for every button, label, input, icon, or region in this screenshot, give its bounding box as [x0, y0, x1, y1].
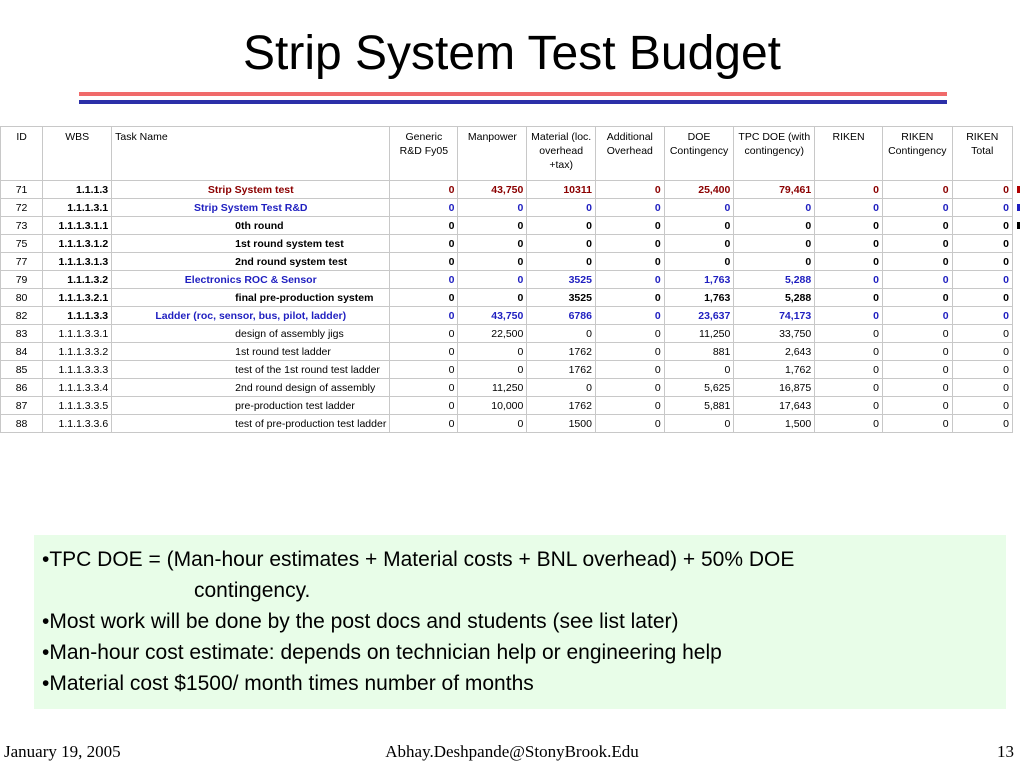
table-row	[1, 199, 1024, 217]
row-edge-marker	[1012, 289, 1023, 307]
cell-riken-contingency: 0	[882, 397, 952, 415]
cell-doe-contingency: 0	[664, 415, 734, 433]
cell-doe-contingency: 0	[664, 361, 734, 379]
footer-email: Abhay.Deshpande@StonyBrook.Edu	[385, 742, 639, 761]
cell-generic-rd: 0	[390, 325, 458, 343]
cell-generic-rd: 0	[390, 397, 458, 415]
cell-riken-total: 0	[952, 379, 1012, 397]
cell-id: 84	[1, 343, 43, 361]
cell-additional-overhead: 0	[595, 361, 664, 379]
header-id: ID	[1, 127, 43, 181]
cell-task-name: design of assembly jigs	[112, 325, 390, 343]
notes-list	[42, 544, 1006, 699]
cell-generic-rd: 0	[390, 253, 458, 271]
row-edge-marker	[1012, 217, 1023, 235]
cell-task-name: test of pre-production test ladder	[112, 415, 390, 433]
cell-doe-contingency: 11,250	[664, 325, 734, 343]
cell-riken-contingency: 0	[882, 325, 952, 343]
cell-doe-contingency: 1,763	[664, 289, 734, 307]
cell-wbs: 1.1.1.3.1.1	[43, 217, 112, 235]
cell-doe-contingency: 23,637	[664, 307, 734, 325]
table-header-row	[1, 127, 1024, 181]
cell-manpower: 0	[458, 199, 527, 217]
footer-date: January 19, 2005	[4, 742, 121, 761]
cell-riken-total: 0	[952, 235, 1012, 253]
cell-tpc-doe: 0	[734, 199, 815, 217]
cell-riken: 0	[815, 235, 883, 253]
row-edge-marker	[1012, 379, 1023, 397]
cell-manpower: 43,750	[458, 307, 527, 325]
cell-tpc-doe: 5,288	[734, 289, 815, 307]
note-tpc-doe-continued: contingency.	[194, 579, 311, 602]
cell-riken-contingency: 0	[882, 361, 952, 379]
table-row	[1, 307, 1024, 325]
row-edge-marker	[1012, 181, 1023, 199]
cell-wbs: 1.1.1.3.2.1	[43, 289, 112, 307]
header-tpc-doe: TPC DOE (with contingency)	[734, 127, 815, 181]
cell-task-name: 0th round	[112, 217, 390, 235]
cell-id: 71	[1, 181, 43, 199]
cell-additional-overhead: 0	[595, 217, 664, 235]
budget-table	[0, 126, 1024, 433]
header-material: Material (loc. overhead +tax)	[527, 127, 596, 181]
slide-title: Strip System Test Budget	[242, 27, 782, 80]
row-edge-marker	[1012, 325, 1023, 343]
notes-box	[34, 535, 1006, 709]
cell-material: 0	[527, 235, 596, 253]
row-marker-icon	[1017, 204, 1020, 211]
cell-task-name: pre-production test ladder	[112, 397, 390, 415]
header-riken-contingency: RIKEN Contingency	[882, 127, 952, 181]
cell-wbs: 1.1.1.3.1.2	[43, 235, 112, 253]
cell-manpower: 10,000	[458, 397, 527, 415]
row-marker-icon	[1017, 186, 1020, 193]
header-manpower: Manpower	[458, 127, 527, 181]
cell-wbs: 1.1.1.3.1.3	[43, 253, 112, 271]
cell-riken-total: 0	[952, 217, 1012, 235]
cell-generic-rd: 0	[390, 235, 458, 253]
cell-additional-overhead: 0	[595, 289, 664, 307]
cell-riken-contingency: 0	[882, 343, 952, 361]
cell-riken-contingency: 0	[882, 181, 952, 199]
table-row	[1, 271, 1024, 289]
cell-material: 3525	[527, 289, 596, 307]
note-work-force: •Most work will be done by the post docs and students (see list later)	[42, 610, 679, 633]
cell-riken-total: 0	[952, 271, 1012, 289]
cell-generic-rd: 0	[390, 217, 458, 235]
cell-wbs: 1.1.1.3.3	[43, 307, 112, 325]
cell-manpower: 0	[458, 415, 527, 433]
cell-manpower: 0	[458, 217, 527, 235]
cell-id: 88	[1, 415, 43, 433]
cell-material: 3525	[527, 271, 596, 289]
table-row	[1, 325, 1024, 343]
header-riken: RIKEN	[815, 127, 883, 181]
cell-riken-contingency: 0	[882, 271, 952, 289]
cell-riken-contingency: 0	[882, 289, 952, 307]
row-edge-marker	[1012, 253, 1023, 271]
cell-task-name: Strip System test	[112, 181, 390, 199]
note-tpc-doe: •TPC DOE = (Man-hour estimates + Material costs + BNL overhead) + 50% DOE	[42, 548, 795, 571]
cell-additional-overhead: 0	[595, 199, 664, 217]
cell-wbs: 1.1.1.3.3.2	[43, 343, 112, 361]
cell-doe-contingency: 5,881	[664, 397, 734, 415]
cell-material: 0	[527, 325, 596, 343]
cell-additional-overhead: 0	[595, 325, 664, 343]
cell-riken: 0	[815, 181, 883, 199]
table-row	[1, 181, 1024, 199]
row-edge-marker	[1012, 307, 1023, 325]
cell-manpower: 0	[458, 289, 527, 307]
cell-id: 73	[1, 217, 43, 235]
cell-riken-contingency: 0	[882, 235, 952, 253]
cell-tpc-doe: 17,643	[734, 397, 815, 415]
row-edge-marker	[1012, 199, 1023, 217]
cell-riken-contingency: 0	[882, 253, 952, 271]
cell-riken-total: 0	[952, 415, 1012, 433]
cell-riken-total: 0	[952, 361, 1012, 379]
cell-tpc-doe: 33,750	[734, 325, 815, 343]
cell-riken: 0	[815, 379, 883, 397]
cell-additional-overhead: 0	[595, 307, 664, 325]
cell-task-name: 2nd round design of assembly	[112, 379, 390, 397]
cell-riken-total: 0	[952, 199, 1012, 217]
cell-tpc-doe: 1,500	[734, 415, 815, 433]
cell-tpc-doe: 0	[734, 235, 815, 253]
cell-tpc-doe: 74,173	[734, 307, 815, 325]
cell-riken-total: 0	[952, 343, 1012, 361]
cell-additional-overhead: 0	[595, 235, 664, 253]
cell-generic-rd: 0	[390, 379, 458, 397]
cell-tpc-doe: 16,875	[734, 379, 815, 397]
cell-wbs: 1.1.1.3.3.1	[43, 325, 112, 343]
cell-manpower: 0	[458, 235, 527, 253]
cell-material: 0	[527, 253, 596, 271]
cell-riken: 0	[815, 415, 883, 433]
cell-doe-contingency: 0	[664, 253, 734, 271]
cell-riken-total: 0	[952, 253, 1012, 271]
cell-tpc-doe: 0	[734, 217, 815, 235]
cell-manpower: 0	[458, 343, 527, 361]
cell-riken-total: 0	[952, 181, 1012, 199]
cell-task-name: Electronics ROC & Sensor	[112, 271, 390, 289]
cell-task-name: Ladder (roc, sensor, bus, pilot, ladder)	[112, 307, 390, 325]
cell-additional-overhead: 0	[595, 343, 664, 361]
cell-additional-overhead: 0	[595, 397, 664, 415]
cell-id: 79	[1, 271, 43, 289]
note-material-cost: •Material cost $1500/ month times number of months	[42, 672, 534, 695]
cell-id: 82	[1, 307, 43, 325]
cell-riken-total: 0	[952, 325, 1012, 343]
cell-material: 0	[527, 379, 596, 397]
cell-generic-rd: 0	[390, 415, 458, 433]
cell-riken: 0	[815, 361, 883, 379]
header-wbs: WBS	[43, 127, 112, 181]
cell-id: 85	[1, 361, 43, 379]
table-row	[1, 415, 1024, 433]
cell-riken: 0	[815, 253, 883, 271]
cell-additional-overhead: 0	[595, 379, 664, 397]
cell-generic-rd: 0	[390, 271, 458, 289]
cell-riken-contingency: 0	[882, 307, 952, 325]
cell-doe-contingency: 0	[664, 199, 734, 217]
row-marker-icon	[1017, 222, 1020, 229]
cell-riken-total: 0	[952, 307, 1012, 325]
header-doe-contingency: DOE Contingency	[664, 127, 734, 181]
table-row	[1, 397, 1024, 415]
cell-riken-total: 0	[952, 397, 1012, 415]
cell-material: 0	[527, 217, 596, 235]
cell-doe-contingency: 1,763	[664, 271, 734, 289]
cell-manpower: 22,500	[458, 325, 527, 343]
cell-material: 0	[527, 199, 596, 217]
cell-task-name: Strip System Test R&D	[112, 199, 390, 217]
cell-id: 77	[1, 253, 43, 271]
cell-task-name: test of the 1st round test ladder	[112, 361, 390, 379]
cell-wbs: 1.1.1.3.1	[43, 199, 112, 217]
cell-riken-total: 0	[952, 289, 1012, 307]
cell-manpower: 0	[458, 271, 527, 289]
table-row	[1, 289, 1024, 307]
cell-wbs: 1.1.1.3.3.3	[43, 361, 112, 379]
cell-material: 1500	[527, 415, 596, 433]
footer-page-number: 13	[997, 742, 1014, 761]
cell-riken-contingency: 0	[882, 217, 952, 235]
cell-doe-contingency: 0	[664, 235, 734, 253]
table-row	[1, 379, 1024, 397]
cell-material: 10311	[527, 181, 596, 199]
table-row	[1, 217, 1024, 235]
cell-additional-overhead: 0	[595, 181, 664, 199]
cell-riken: 0	[815, 289, 883, 307]
cell-id: 72	[1, 199, 43, 217]
cell-generic-rd: 0	[390, 307, 458, 325]
cell-wbs: 1.1.1.3	[43, 181, 112, 199]
title-underline-blue	[79, 100, 947, 104]
cell-doe-contingency: 881	[664, 343, 734, 361]
table-row	[1, 253, 1024, 271]
cell-task-name: 1st round test ladder	[112, 343, 390, 361]
cell-id: 75	[1, 235, 43, 253]
cell-tpc-doe: 79,461	[734, 181, 815, 199]
cell-riken: 0	[815, 199, 883, 217]
cell-generic-rd: 0	[390, 181, 458, 199]
cell-task-name: final pre-production system	[112, 289, 390, 307]
cell-riken: 0	[815, 307, 883, 325]
cell-doe-contingency: 0	[664, 217, 734, 235]
cell-generic-rd: 0	[390, 343, 458, 361]
cell-id: 86	[1, 379, 43, 397]
cell-riken-contingency: 0	[882, 199, 952, 217]
cell-material: 6786	[527, 307, 596, 325]
header-additional-overhead: Additional Overhead	[595, 127, 664, 181]
cell-task-name: 2nd round system test	[112, 253, 390, 271]
row-edge-marker	[1012, 271, 1023, 289]
cell-id: 83	[1, 325, 43, 343]
cell-riken: 0	[815, 325, 883, 343]
cell-doe-contingency: 25,400	[664, 181, 734, 199]
cell-material: 1762	[527, 343, 596, 361]
cell-tpc-doe: 1,762	[734, 361, 815, 379]
note-man-hour: •Man-hour cost estimate: depends on technician help or engineering help	[42, 641, 722, 664]
title-underline-red	[79, 92, 947, 96]
cell-riken-contingency: 0	[882, 379, 952, 397]
table-row	[1, 361, 1024, 379]
cell-generic-rd: 0	[390, 361, 458, 379]
header-riken-total: RIKEN Total	[952, 127, 1012, 181]
cell-riken: 0	[815, 271, 883, 289]
cell-generic-rd: 0	[390, 289, 458, 307]
cell-material: 1762	[527, 397, 596, 415]
row-edge-marker	[1012, 415, 1023, 433]
cell-tpc-doe: 0	[734, 253, 815, 271]
cell-generic-rd: 0	[390, 199, 458, 217]
row-edge-marker	[1012, 397, 1023, 415]
cell-manpower: 0	[458, 361, 527, 379]
cell-id: 80	[1, 289, 43, 307]
cell-additional-overhead: 0	[595, 415, 664, 433]
row-edge-marker	[1012, 361, 1023, 379]
header-generic-rd: Generic R&D Fy05	[390, 127, 458, 181]
cell-riken: 0	[815, 397, 883, 415]
cell-manpower: 11,250	[458, 379, 527, 397]
row-edge-marker	[1012, 235, 1023, 253]
row-edge-marker	[1012, 343, 1023, 361]
cell-additional-overhead: 0	[595, 253, 664, 271]
cell-wbs: 1.1.1.3.3.6	[43, 415, 112, 433]
table-row	[1, 235, 1024, 253]
cell-riken: 0	[815, 343, 883, 361]
cell-task-name: 1st round system test	[112, 235, 390, 253]
cell-wbs: 1.1.1.3.3.4	[43, 379, 112, 397]
header-edge	[1012, 127, 1023, 181]
cell-manpower: 43,750	[458, 181, 527, 199]
cell-manpower: 0	[458, 253, 527, 271]
cell-riken-contingency: 0	[882, 415, 952, 433]
cell-wbs: 1.1.1.3.2	[43, 271, 112, 289]
table-row	[1, 343, 1024, 361]
cell-tpc-doe: 2,643	[734, 343, 815, 361]
cell-additional-overhead: 0	[595, 271, 664, 289]
cell-riken: 0	[815, 217, 883, 235]
cell-doe-contingency: 5,625	[664, 379, 734, 397]
cell-id: 87	[1, 397, 43, 415]
cell-tpc-doe: 5,288	[734, 271, 815, 289]
cell-wbs: 1.1.1.3.3.5	[43, 397, 112, 415]
header-task-name: Task Name	[112, 127, 390, 181]
cell-material: 1762	[527, 361, 596, 379]
